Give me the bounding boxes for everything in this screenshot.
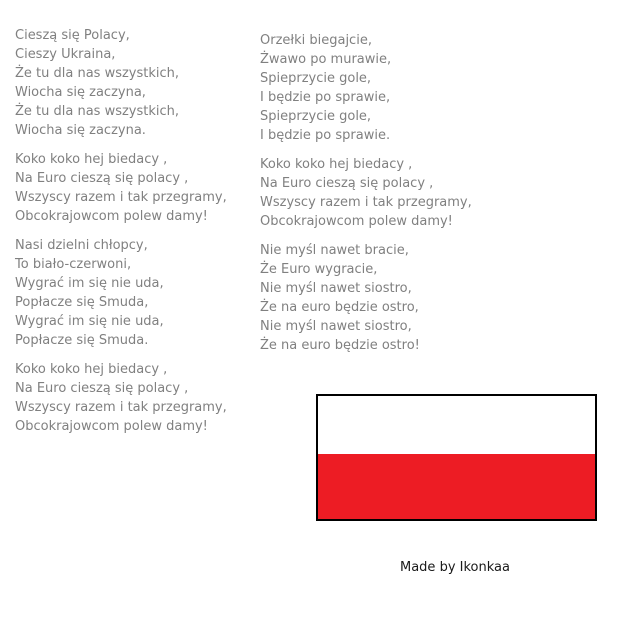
lyric-line: Koko koko hej biedacy , <box>260 157 413 172</box>
lyric-line: Że na euro będzie ostro, <box>260 300 419 315</box>
lyric-line: Cieszą się Polacy, <box>15 28 130 43</box>
lyric-line: Cieszy Ukraina, <box>15 47 116 62</box>
lyric-line: Że tu dla nas wszystkich, <box>15 104 180 119</box>
stanza <box>15 360 255 436</box>
stanza <box>260 241 500 355</box>
lyric-line: Koko koko hej biedacy , <box>15 152 168 167</box>
lyric-line: Na Euro cieszą się polacy , <box>15 381 189 396</box>
lyric-line: Że Euro wygracie, <box>260 262 378 277</box>
poland-flag-image <box>316 394 597 521</box>
lyric-line: Obcokrajowcom polew damy! <box>15 419 208 434</box>
stanza <box>260 31 500 145</box>
flag-red-stripe <box>318 454 595 519</box>
lyric-line: Popłacze się Smuda. <box>15 333 149 348</box>
lyric-line: Nie myśl nawet siostro, <box>260 281 412 296</box>
lyric-line: Koko koko hej biedacy , <box>15 362 168 377</box>
lyric-line: Wszyscy razem i tak przegramy, <box>15 400 227 415</box>
lyric-line: Obcokrajowcom polew damy! <box>260 214 453 229</box>
lyric-line: Wygrać im się nie uda, <box>15 314 164 329</box>
flag-white-stripe <box>318 396 595 454</box>
lyric-line: Wiocha się zaczyna, <box>15 85 146 100</box>
lyric-line: Że na euro będzie ostro! <box>260 338 420 353</box>
stanza <box>15 150 255 226</box>
lyric-line: Nie myśl nawet siostro, <box>260 319 412 334</box>
lyric-line: Spieprzycie gole, <box>260 71 372 86</box>
lyric-line: Wszyscy razem i tak przegramy, <box>260 195 472 210</box>
lyric-line: Obcokrajowcom polew damy! <box>15 209 208 224</box>
stanza <box>260 155 500 231</box>
credit-text: Made by Ikonkaa <box>400 560 510 575</box>
lyric-line: Nasi dzielni chłopcy, <box>15 238 148 253</box>
lyrics-column-right <box>260 31 500 365</box>
lyric-line: Że tu dla nas wszystkich, <box>15 66 180 81</box>
lyric-line: Orzełki biegajcie, <box>260 33 372 48</box>
lyric-line: Na Euro cieszą się polacy , <box>15 171 189 186</box>
stanza <box>15 236 255 350</box>
lyric-line: Nie myśl nawet bracie, <box>260 243 409 258</box>
lyric-line: Spieprzycie gole, <box>260 109 372 124</box>
lyrics-column-left <box>15 26 255 446</box>
lyric-line: Na Euro cieszą się polacy , <box>260 176 434 191</box>
lyric-line: I będzie po sprawie. <box>260 128 391 143</box>
lyric-line: Wszyscy razem i tak przegramy, <box>15 190 227 205</box>
stanza <box>15 26 255 140</box>
lyric-line: Wiocha się zaczyna. <box>15 123 146 138</box>
lyric-line: Wygrać im się nie uda, <box>15 276 164 291</box>
lyric-line: Popłacze się Smuda, <box>15 295 149 310</box>
lyric-line: Żwawo po murawie, <box>260 52 392 67</box>
lyric-line: I będzie po sprawie, <box>260 90 391 105</box>
lyric-line: To biało-czerwoni, <box>15 257 132 272</box>
